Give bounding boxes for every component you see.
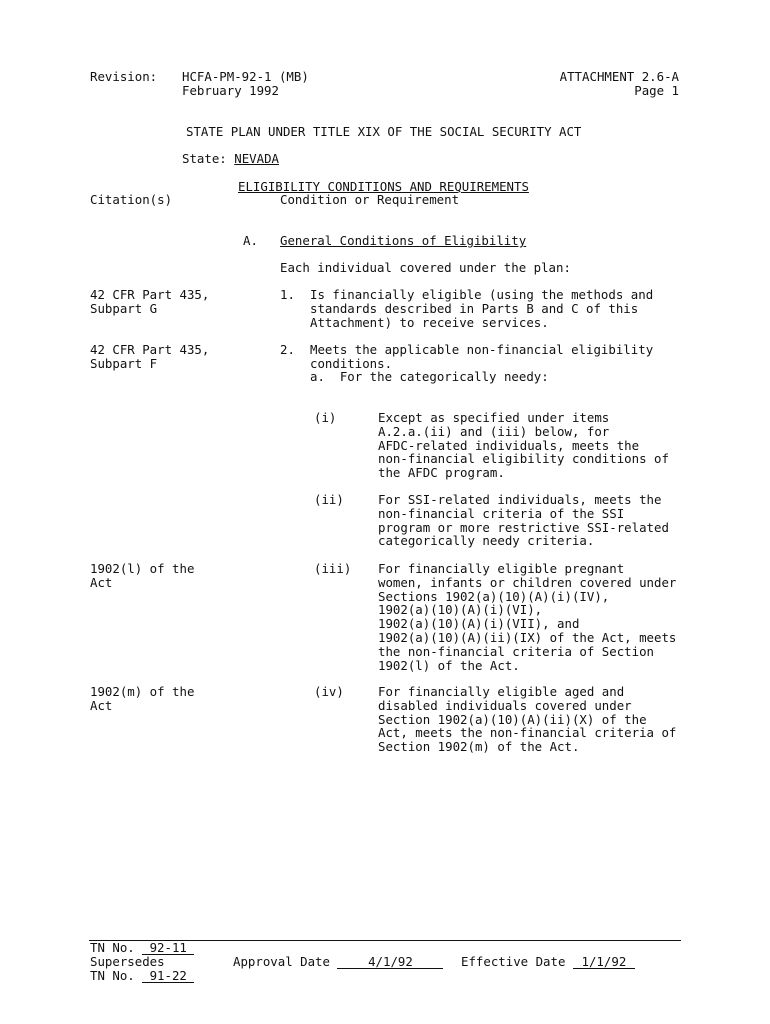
tn-number-line-2: [90, 969, 194, 983]
citation-text: Subpart F: [90, 355, 158, 371]
state-label: State:: [182, 151, 227, 166]
condition-column-header: Condition or Requirement: [280, 192, 460, 207]
approval-value: 4/1/92: [337, 955, 443, 969]
approval-label: Approval Date: [233, 954, 330, 969]
citation-text: 42 CFR Part 435,: [90, 342, 210, 357]
subitem-text: categorically needy criteria.: [378, 533, 595, 549]
subitem-text: AFDC-related individuals, meets the: [378, 437, 640, 453]
subitem-text: 1902(a)(10)(A)(i)(VII), and: [378, 616, 580, 632]
effective-label: Effective Date: [461, 954, 566, 969]
subitem-text: For SSI-related individuals, meets the: [378, 492, 662, 507]
subitem-text: the AFDC program.: [378, 465, 505, 481]
attachment-number: ATTACHMENT 2.6-A: [559, 69, 679, 84]
part-a-letter: A.: [243, 233, 258, 248]
subitem-text: program or more restrictive SSI-related: [378, 519, 669, 535]
revision-code: HCFA-PM-92-1 (MB): [182, 69, 309, 84]
approval-date-line: [233, 955, 443, 969]
item-text: Is financially eligible (using the methods and: [310, 287, 654, 302]
tn-value: 92-11: [142, 941, 194, 955]
tn2-label: TN No.: [90, 968, 135, 983]
subitem-text: 1902(a)(10)(A)(ii)(IX) of the Act, meets: [378, 630, 677, 645]
document-title: STATE PLAN UNDER TITLE XIX OF THE SOCIAL SECURITY ACT: [186, 124, 582, 139]
part-a-heading: General Conditions of Eligibility: [280, 233, 527, 248]
subitem-text: disabled individuals covered under: [378, 697, 632, 713]
page-number: Page 1: [634, 83, 679, 98]
citation-text: Act: [90, 697, 113, 713]
effective-date-line: [461, 955, 635, 969]
subitem-numeral: (i): [314, 410, 337, 425]
subitem-text: Except as specified under items: [378, 410, 610, 425]
subitem-text: For financially eligible aged and: [378, 684, 625, 699]
item-text: Meets the applicable non-financial eligibility: [310, 342, 654, 357]
effective-value: 1/1/92: [573, 955, 635, 969]
subitem-text: Section 1902(a)(10)(A)(ii)(X) of the: [378, 711, 647, 727]
citation-text: 1902(l) of the: [90, 561, 195, 576]
item-number: 2.: [280, 342, 295, 357]
item-text: conditions.: [310, 355, 393, 371]
item-text: standards described in Parts B and C of this: [310, 300, 639, 316]
subitem-text: 1902(a)(10)(A)(i)(VI),: [378, 602, 543, 618]
item-number: 1.: [280, 287, 295, 302]
tn-label: TN No.: [90, 940, 135, 955]
subitem-text: non-financial eligibility conditions of: [378, 451, 669, 467]
revision-date: February 1992: [182, 83, 279, 98]
subsection-a-heading: a. For the categorically needy:: [310, 369, 549, 384]
section-heading: ELIGIBILITY CONDITIONS AND REQUIREMENTS: [238, 179, 529, 194]
state-value: NEVADA: [234, 151, 279, 166]
subitem-numeral: (iii): [314, 561, 352, 576]
citation-column-header: Citation(s): [90, 192, 173, 207]
citation-text: 42 CFR Part 435,: [90, 287, 210, 302]
subitem-text: A.2.a.(ii) and (iii) below, for: [378, 423, 610, 439]
subitem-text: 1902(l) of the Act.: [378, 657, 520, 673]
intro-text: Each individual covered under the plan:: [280, 260, 571, 275]
subitem-text: Section 1902(m) of the Act.: [378, 739, 580, 755]
tn2-value: 91-22: [142, 969, 194, 983]
tn-number-line: [90, 941, 194, 955]
subitem-text: Act, meets the non-financial criteria of: [378, 725, 677, 741]
subitem-text: non-financial criteria of the SSI: [378, 505, 625, 521]
subitem-numeral: (ii): [314, 492, 344, 507]
subitem-text: Sections 1902(a)(10)(A)(i)(IV),: [378, 588, 610, 604]
subitem-text: the non-financial criteria of Section: [378, 643, 655, 659]
revision-label: Revision:: [90, 69, 158, 84]
item-text: Attachment) to receive services.: [310, 314, 549, 330]
state-line: [182, 152, 279, 166]
citation-text: Subpart G: [90, 300, 158, 316]
subitem-text: For financially eligible pregnant: [378, 561, 625, 576]
subitem-numeral: (iv): [314, 684, 344, 699]
citation-text: Act: [90, 574, 113, 590]
citation-text: 1902(m) of the: [90, 684, 195, 699]
subitem-text: women, infants or children covered under: [378, 574, 677, 590]
supersedes-label: Supersedes: [90, 954, 165, 969]
